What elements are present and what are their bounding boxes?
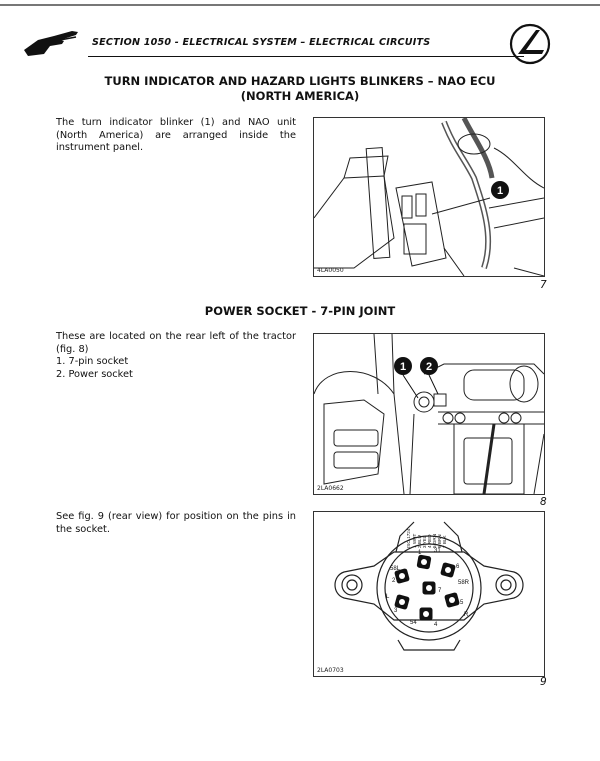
section-heading-power-socket: POWER SOCKET - 7-PIN JOINT	[204, 304, 396, 318]
pin-label: 54	[410, 620, 417, 626]
pin-label: 58L	[390, 566, 401, 572]
heading-line-1: TURN INDICATOR AND HAZARD LIGHTS BLINKERS – NAO ECU	[104, 74, 496, 88]
pin-label: 4	[434, 622, 438, 628]
figure-9-socket-diagram	[314, 512, 544, 676]
figure-7-illustration	[314, 118, 544, 276]
pin-label: 2	[392, 578, 396, 584]
callout-1: 1	[496, 185, 504, 197]
legend-line: 2 BLU	[417, 535, 422, 548]
legend-line: 4 RED	[427, 534, 432, 548]
legend-line: 7 BLK	[442, 535, 447, 548]
legend-line: 6 BRN	[437, 534, 442, 548]
figure-9-code: 2LA0703	[317, 667, 344, 674]
figure-7	[313, 117, 545, 277]
figure-7-code: 4LA0050	[317, 267, 344, 274]
section-heading-turn-indicator	[0, 74, 600, 104]
header-rule	[88, 56, 524, 57]
pin-label: 58R	[458, 580, 470, 586]
legend-line: ISO 1724	[406, 528, 411, 548]
figure-8-number: 8	[540, 496, 547, 508]
pin-label: 3	[394, 608, 398, 614]
page-header	[20, 24, 586, 64]
legend-line: 3 YEL	[422, 535, 427, 548]
figure-8-code: 2LA0662	[317, 485, 344, 492]
top-rule	[0, 4, 600, 6]
callout-1: 1	[399, 361, 407, 373]
paragraph-power-socket	[56, 331, 296, 381]
figure-8-illustration	[314, 334, 544, 494]
paragraph-turn-indicator: The turn indicator blinker (1) and NAO unit (North America) are arranged inside the instrument panel.	[56, 117, 296, 153]
legend-line: 5 GRN	[432, 533, 437, 548]
callout-2: 2	[425, 361, 433, 373]
pin-label: 1	[418, 550, 422, 556]
list-item-power-socket: 2. Power socket	[56, 368, 133, 380]
figure-9-number: 9	[540, 676, 547, 688]
figure-9	[313, 511, 545, 677]
pin-label: L	[386, 594, 390, 600]
figure-8	[313, 333, 545, 495]
section-title: SECTION 1050 - ELECTRICAL SYSTEM – ELECTRICAL CIRCUITS	[92, 37, 431, 48]
heading-line-2: (NORTH AMERICA)	[240, 89, 360, 103]
brand-logo	[506, 20, 554, 68]
power-socket-text: These are located on the rear left of the tractor (fig. 8)	[56, 331, 296, 355]
pin-label: 31	[434, 548, 441, 554]
pin-label: 7	[438, 588, 442, 594]
figure-7-number: 7	[540, 279, 547, 291]
pin-label: 6	[456, 564, 460, 570]
hand-pointer-icon	[20, 28, 82, 58]
paragraph-pin-reference: See fig. 9 (rear view) for position on the pins in the socket.	[56, 511, 296, 535]
legend-line: 1 WHT	[412, 533, 417, 548]
pin-label: 5	[460, 600, 464, 606]
pin-label: R	[464, 612, 469, 618]
list-item-7-pin: 1. 7-pin socket	[56, 356, 129, 367]
